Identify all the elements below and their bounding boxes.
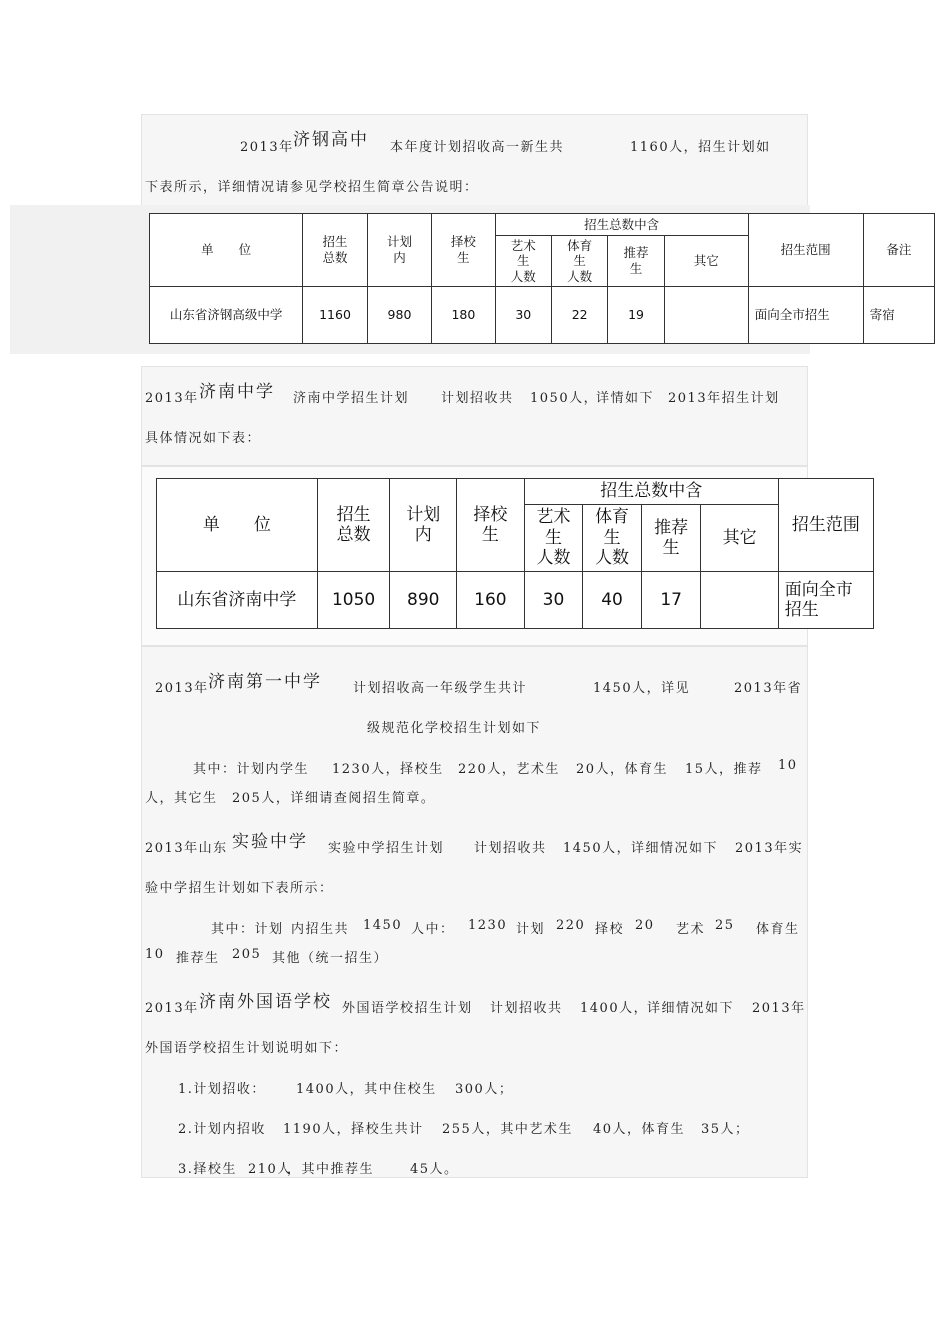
p3-l3e: 15人，推荐 [685, 762, 763, 777]
t1-cell-total: 1160 [303, 287, 368, 344]
p2-t2: 计划招收共 [441, 391, 514, 406]
t2-head-plan: 计划 内 [390, 479, 457, 572]
p4-l3j: 艺术 [676, 922, 706, 937]
t2-head-sport: 体育 生 人数 [583, 505, 642, 572]
t1-head-plan: 计划 内 [367, 214, 431, 287]
t2-head-unit: 单 位 [157, 479, 318, 572]
intro-line2: 下表所示，详细情况请参见学校招生简章公告说明： [145, 180, 479, 195]
p4-l3i: 20 [635, 918, 655, 933]
t1-cell-note: 寄宿 [863, 287, 934, 344]
p4-t1: 实验中学招生计划 [328, 841, 445, 856]
t2-cell-art: 30 [524, 572, 583, 629]
p2-year: 2013年 [145, 391, 199, 406]
t2-head-art: 艺术 生 人数 [524, 505, 583, 572]
p4-l4d: 其他（统一招生） [272, 951, 389, 966]
p3-line2: 级规范化学校招生计划如下 [367, 721, 542, 736]
p4-t4: 详细情况如下 [631, 841, 719, 856]
t2-cell-range: 面向全市 招生 [778, 572, 873, 629]
p5-t4: 详细情况如下 [647, 1001, 735, 1016]
t1-cell-plan: 980 [367, 287, 431, 344]
p5-i2a: 2.计划内招收 [178, 1122, 266, 1137]
p4-t3: 1450人， [563, 841, 632, 856]
p5-i3b: 210人 [248, 1162, 292, 1177]
t1-cell-choice: 180 [432, 287, 495, 344]
p4-l3b: 内招生共 [291, 922, 350, 937]
t2-cell-recommend: 17 [641, 572, 701, 629]
p5-t5: 2013年 [752, 1001, 806, 1016]
p5-t2: 计划招收共 [490, 1001, 563, 1016]
p2-school: 济南中学 [199, 382, 275, 402]
p5-year: 2013年 [145, 1001, 199, 1016]
p3-t1: 计划招收高一年级学生共计 [353, 681, 528, 696]
p5-i3d: 45人。 [410, 1162, 459, 1177]
p4-l3g: 220 [556, 918, 586, 933]
p2-t4: 2013年招生计划 [668, 391, 780, 406]
p2-line2: 具体情况如下表： [145, 431, 262, 446]
intro-text: 本年度计划招收高一新生共 [390, 140, 565, 155]
t2-cell-other [701, 572, 778, 629]
t1-head-choice: 择校 生 [432, 214, 495, 287]
t2-head-total: 招生 总数 [317, 479, 390, 572]
t2-cell-plan: 890 [390, 572, 457, 629]
t1-head-group: 招生总数中含 [495, 214, 748, 236]
p4-l4a: 10 [145, 947, 165, 962]
t1-head-unit: 单 位 [150, 214, 303, 287]
p2-num: 1050人， [530, 391, 599, 406]
p3-l3d: 20人，体育生 [576, 762, 669, 777]
t2-head-range: 招生范围 [778, 479, 873, 572]
p5-i2b: 1190人，择校生共计 [283, 1122, 424, 1137]
p3-l3a: 其中：计划内学生 [193, 762, 310, 777]
p4-l3a: 其中：计划 [211, 922, 284, 937]
t1-cell-recommend: 19 [608, 287, 664, 344]
p5-t3: 1400人， [580, 1001, 649, 1016]
p2-t3: 详情如下 [596, 391, 655, 406]
t1-head-note: 备注 [863, 214, 934, 287]
table2 [156, 478, 874, 629]
table1 [149, 213, 935, 344]
p3-school: 济南第一中学 [208, 672, 322, 692]
t2-head-recommend: 推荐 生 [641, 505, 701, 572]
t1-cell-other [664, 287, 748, 344]
p4-l3f: 计划 [516, 922, 546, 937]
t1-cell-range: 面向全市招生 [748, 287, 863, 344]
p4-l3e: 1230 [468, 918, 508, 933]
p5-i2d: 40人，体育生 [593, 1122, 686, 1137]
p5-line2: 外国语学校招生计划说明如下： [145, 1041, 349, 1056]
p5-i2c: 255人，其中艺术生 [442, 1122, 573, 1137]
p3-l4b: 205人，详细请查阅招生简章。 [232, 791, 436, 806]
t2-cell-choice: 160 [457, 572, 525, 629]
p4-school: 实验中学 [232, 832, 308, 852]
p4-t2: 计划招收共 [474, 841, 547, 856]
p3-t2: 1450人，详见 [593, 681, 691, 696]
p4-l3h: 择校 [595, 922, 625, 937]
p3-l3b: 1230人，择校生 [332, 762, 444, 777]
p5-t1: 外国语学校招生计划 [342, 1001, 473, 1016]
p4-l3l: 体育生 [756, 922, 800, 937]
p5-i1c: 300人； [455, 1082, 514, 1097]
t2-head-group: 招生总数中含 [524, 479, 778, 505]
p5-i3a: 3.择校生 [178, 1162, 237, 1177]
t1-head-other: 其它 [664, 236, 748, 287]
t1-head-art: 艺术 生 人数 [495, 236, 551, 287]
p3-l4a: 人，其它生 [145, 791, 218, 806]
intro-number: 1160人，招生计划如 [630, 140, 771, 155]
t2-cell-total: 1050 [317, 572, 390, 629]
intro-year: 2013年 [240, 140, 294, 155]
t1-cell-unit: 山东省济钢高级中学 [150, 287, 303, 344]
t1-cell-art: 30 [495, 287, 551, 344]
p4-l4c: 205 [232, 947, 262, 962]
p3-l3c: 220人，艺术生 [458, 762, 560, 777]
p4-year: 2013年山东 [145, 841, 228, 856]
p4-t5: 2013年实 [735, 841, 804, 856]
p4-l3c: 1450 [363, 918, 403, 933]
p5-school: 济南外国语学校 [199, 992, 332, 1012]
p3-t3: 2013年省 [734, 681, 803, 696]
t1-head-sport: 体育 生 人数 [551, 236, 607, 287]
p4-l3k: 25 [715, 918, 735, 933]
p5-i1b: 1400人，其中住校生 [296, 1082, 437, 1097]
p3-year: 2013年 [155, 681, 209, 696]
t2-head-choice: 择校 生 [457, 479, 525, 572]
p3-l3f: 10 [778, 758, 798, 773]
t2-cell-sport: 40 [583, 572, 642, 629]
p4-l3d: 人中： [411, 922, 455, 937]
t2-cell-unit: 山东省济南中学 [157, 572, 318, 629]
p4-l4b: 推荐生 [176, 951, 220, 966]
t1-head-recommend: 推荐 生 [608, 236, 664, 287]
t1-head-range: 招生范围 [748, 214, 863, 287]
t1-head-total: 招生 总数 [303, 214, 368, 287]
t2-head-other: 其它 [701, 505, 778, 572]
intro-school: 济钢高中 [293, 130, 369, 150]
p5-i3c: ，其中推荐生 [287, 1162, 375, 1177]
p4-line2: 验中学招生计划如下表所示： [145, 881, 334, 896]
p5-i1a: 1.计划招收： [178, 1082, 266, 1097]
p5-i2e: 35人； [701, 1122, 750, 1137]
t1-cell-sport: 22 [551, 287, 607, 344]
p2-t1: 济南中学招生计划 [293, 391, 410, 406]
